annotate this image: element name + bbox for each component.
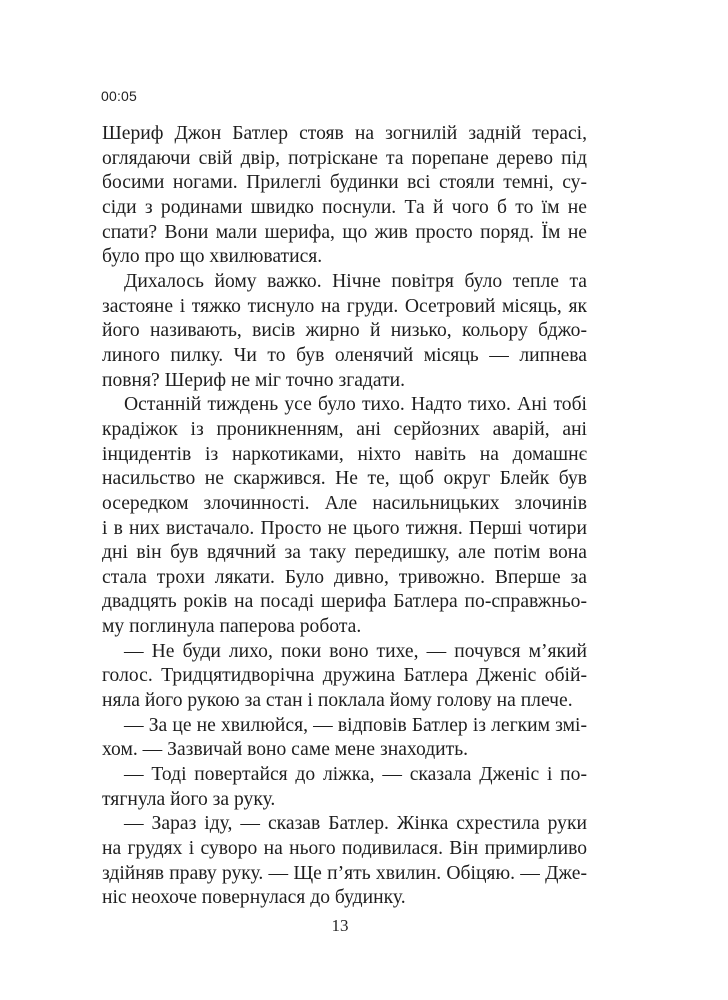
text-line: спати? Вони мали шерифа, що жив просто поряд. Їм не: [102, 221, 587, 243]
text-line: інцидентів із наркотиками, ніхто навіть на домашнє: [102, 443, 587, 465]
text-line: повня? Шериф не міг точно згадати.: [102, 369, 406, 391]
text-line: було про що хвилюватися.: [102, 246, 323, 268]
text-line: дні він був вдячний за таку передишку, але потім вона: [102, 542, 587, 564]
text-line: на грудях і суворо на нього подивилася. Він примирливо: [102, 838, 587, 860]
text-line: — Зараз іду, — сказав Батлер. Жінка схрестила руки: [124, 813, 587, 835]
paragraph: [102, 714, 587, 763]
text-line: двадцять років на посаді шерифа Батлера по-справжньо-: [102, 591, 587, 613]
page-number: 13: [331, 916, 349, 935]
text-line: застояне і тяжко тиснуло на груди. Осетровий місяць, як: [102, 295, 587, 317]
paragraph: [102, 393, 587, 640]
text-line: крадіжок із проникненням, ані серйозних аварій, ані: [102, 418, 587, 440]
text-line: осередком злочинності. Але насильницьких злочинів: [102, 492, 587, 514]
text-line: здійняв праву руку. — Ще п’ять хвилин. Обіцяю. — Дже-: [102, 862, 587, 884]
chapter-time-heading: 00:05: [101, 88, 138, 104]
text-line: тягнула його за руку.: [102, 788, 276, 810]
text-line: його називають, висів жирно й низько, кольору бджо-: [102, 320, 587, 342]
text-line: линого пилку. Чи то був оленячий місяць — липнева: [102, 344, 587, 366]
paragraph: [102, 640, 587, 714]
text-line: Останній тиждень усе було тихо. Надто тихо. Ані тобі: [124, 394, 587, 416]
text-line: хом. — Зазвичай воно саме мене знаходить.: [102, 739, 469, 761]
text-line: — За це не хвилюйся, — відповів Батлер із легким змі-: [124, 714, 587, 736]
text-line: насильство не скаржився. Не те, щоб округ Блейк був: [102, 468, 587, 490]
text-line: му поглинула паперова робота.: [102, 616, 362, 638]
text-line: — Не буди лихо, поки воно тихе, — почувся м’який: [124, 640, 587, 662]
text-line: оглядаючи свій двір, потріскане та порепане дерево під: [102, 147, 587, 169]
text-line: і в них вистачало. Просто не цього тижня. Перші чотири: [102, 517, 587, 539]
text-line: ніс неохоче повернулася до будинку.: [102, 887, 406, 909]
text-line: стала трохи лякати. Було дивно, тривожно. Вперше за: [102, 566, 587, 588]
paragraph: [102, 763, 587, 812]
text-line: — Тоді повертайся до ліжка, — сказала Дженіс і по-: [124, 764, 587, 786]
text-line: босими ногами. Прилеглі будинки всі стояли темні, су-: [102, 172, 587, 194]
paragraph: [102, 812, 587, 911]
paragraph: [102, 270, 587, 393]
text-line: Дихалось йому важко. Нічне повітря було тепле та: [124, 270, 587, 292]
text-line: няла його рукою за стан і поклала йому голову на плече.: [102, 690, 573, 712]
text-line: Шериф Джон Батлер стояв на зогнилій задній терасі,: [102, 123, 587, 144]
text-line: голос. Тридцятидворічна дружина Батлера Дженіс обій-: [102, 665, 587, 687]
page-body-text: [102, 122, 587, 911]
paragraph: [102, 122, 587, 270]
text-line: сіди з родинами швидко поснули. Та й чого б то їм не: [102, 196, 587, 218]
